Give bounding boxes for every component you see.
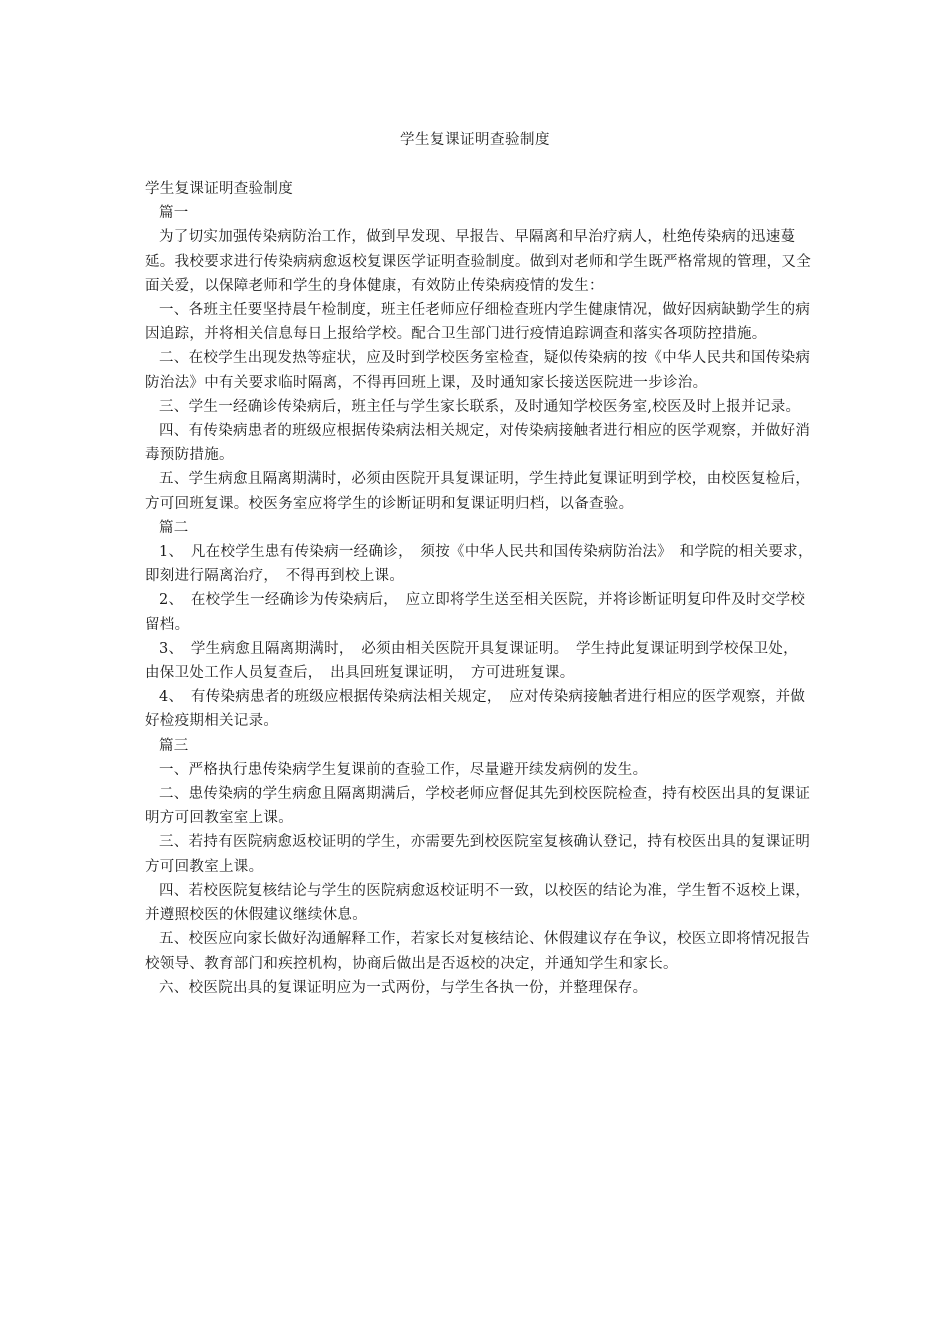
paragraph: 1、 凡在校学生患有传染病一经确诊， 须按《中华人民共和国传染病防治法》 和学院的相关要求， 即刻进行隔离治疗， 不得再到校上课。 <box>145 544 821 585</box>
paragraph: 一、各班主任要坚持晨午检制度，班主任老师应仔细检查班内学生健康情况，做好因病缺勤学生的病因追踪，并将相关信息每日上报给学校。配合卫生部门进行疫情追踪调查和落实各项防控措施。 <box>145 302 811 343</box>
section-heading: 篇二 <box>159 519 189 536</box>
paragraph: 2、 在校学生一经确诊为传染病后， 应立即将学生送至相关医院，并将诊断证明复印件及时交学校留档。 <box>145 592 806 633</box>
paragraph: 二、在校学生出现发热等症状，应及时到学校医务室检查，疑似传染病的按《中华人民共和国传染病防治法》中有关要求临时隔离，不得再回班上课，及时通知家长接送医院进一步诊治。 <box>145 350 811 391</box>
document-body <box>145 177 821 1000</box>
paragraph: 为了切实加强传染病防治工作，做到早发现、早报告、早隔离和早治疗病人，杜绝传染病的迅速蔓延。我校要求进行传染病病愈返校复课医学证明查验制度。做到对老师和学生既严格常规的管理，又全面关爱，以保障老师和学生的身体健康，有效防止传染病疫情的发生： <box>145 229 811 294</box>
paragraph: 一、严格执行患传染病学生复课前的查验工作，尽量避开续发病例的发生。 <box>159 761 648 778</box>
page-title: 学生复课证明查验制度 <box>400 132 550 148</box>
paragraph: 三、若持有医院病愈返校证明的学生，亦需要先到校医院室复核确认登记，持有校医出具的复课证明方可回教室上课。 <box>145 834 811 875</box>
paragraph: 四、有传染病患者的班级应根据传染病法相关规定，对传染病接触者进行相应的医学观察，并做好消毒预防措施。 <box>145 423 811 464</box>
document-subtitle: 学生复课证明查验制度 <box>145 181 293 197</box>
paragraph: 二、患传染病的学生病愈且隔离期满后，学校老师应督促其先到校医院检查，持有校医出具的复课证明方可回教室室上课。 <box>145 786 811 827</box>
paragraph: 五、校医应向家长做好沟通解释工作，若家长对复核结论、休假建议存在争议，校医立即将情况报告校领导、教育部门和疾控机构，协商后做出是否返校的决定，并通知学生和家长。 <box>145 931 811 972</box>
paragraph: 4、 有传染病患者的班级应根据传染病法相关规定， 应对传染病接触者进行相应的医学观察，并做好检疫期相关记录。 <box>145 689 806 730</box>
paragraph: 五、学生病愈且隔离期满时，必须由医院开具复课证明，学生持此复课证明到学校，由校医复检后，方可回班复课。校医务室应将学生的诊断证明和复课证明归档，以备查验。 <box>145 471 811 512</box>
paragraph: 六、校医院出具的复课证明应为一式两份，与学生各执一份，并整理保存。 <box>159 979 648 996</box>
section-heading: 篇一 <box>159 205 189 222</box>
paragraph: 3、 学生病愈且隔离期满时， 必须由相关医院开具复课证明。 学生持此复课证明到学校保卫处， 由保卫处工作人员复查后， 出具回班复课证明， 方可进班复课。 <box>145 640 806 682</box>
paragraph: 三、学生一经确诊传染病后，班主任与学生家长联系，及时通知学校医务室,校医及时上报并记录。 <box>159 398 801 415</box>
paragraph: 四、若校医院复核结论与学生的医院病愈返校证明不一致，以校医的结论为准，学生暂不返校上课，并遵照校医的休假建议继续休息。 <box>145 882 811 924</box>
section-heading: 篇三 <box>159 737 189 754</box>
